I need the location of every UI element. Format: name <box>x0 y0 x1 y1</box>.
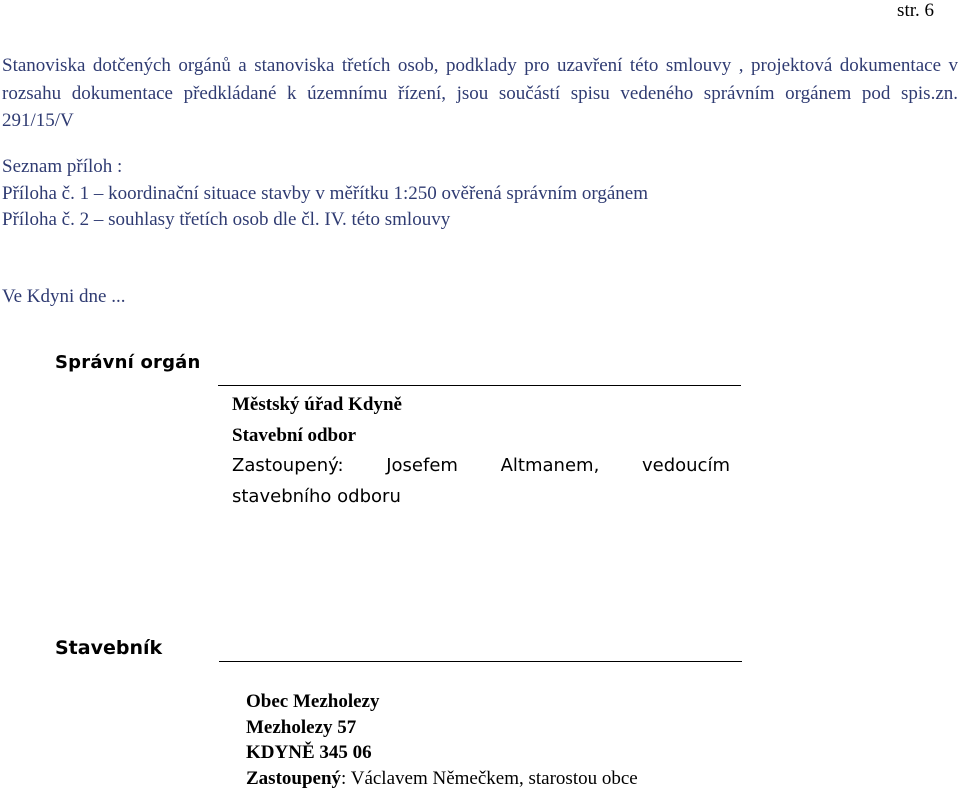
builder-city: KDYNĚ 345 06 <box>246 742 372 763</box>
attachments-heading: Seznam příloh : <box>2 156 123 177</box>
authority-block <box>232 390 730 512</box>
authority-representative <box>232 451 730 482</box>
page-number: str. 6 <box>897 0 934 21</box>
builder-rep-label: Zastoupený <box>246 767 342 789</box>
builder-name: Obec Mezholezy <box>246 691 380 712</box>
builder-rep-rest: : Václavem Němečkem, starostou obce <box>341 767 638 789</box>
attachment-item: Příloha č. 1 – koordinační situace stavby v měřítku 1:250 ověřená správním orgánem <box>2 182 649 204</box>
authority-department: Stavební odbor <box>232 424 357 446</box>
builder-block <box>246 689 638 791</box>
rep-word: Altmanem, <box>500 455 600 476</box>
authority-representative-cont: stavebního odboru <box>232 485 401 507</box>
builder-label: Stavebník <box>55 637 163 659</box>
place-date: Ve Kdyni dne ... <box>2 286 126 307</box>
builder-signature-line <box>219 661 742 662</box>
authority-signature-line <box>218 385 741 386</box>
attachments-list <box>2 154 648 234</box>
rep-word: Josefem <box>386 455 458 476</box>
authority-label: Správní orgán <box>55 352 201 373</box>
rep-word: Zastoupený: <box>232 455 344 476</box>
builder-address: Mezholezy 57 <box>246 716 357 738</box>
rep-word: vedoucím <box>641 455 730 476</box>
intro-paragraph: Stanoviska dotčených orgánů a stanoviska třetích osob, podklady pro uzavření této smlouvy , projektová dokumentace v rozsahu dokumentace předkládané k územnímu řízení, jsou součástí spisu vedeného správním orgánem pod spis.zn. 291/15/V <box>2 55 958 131</box>
attachment-item: Příloha č. 2 – souhlasy třetích osob dle čl. IV. této smlouvy <box>2 209 451 230</box>
authority-name: Městský úřad Kdyně <box>232 394 402 415</box>
builder-representative <box>246 766 638 792</box>
